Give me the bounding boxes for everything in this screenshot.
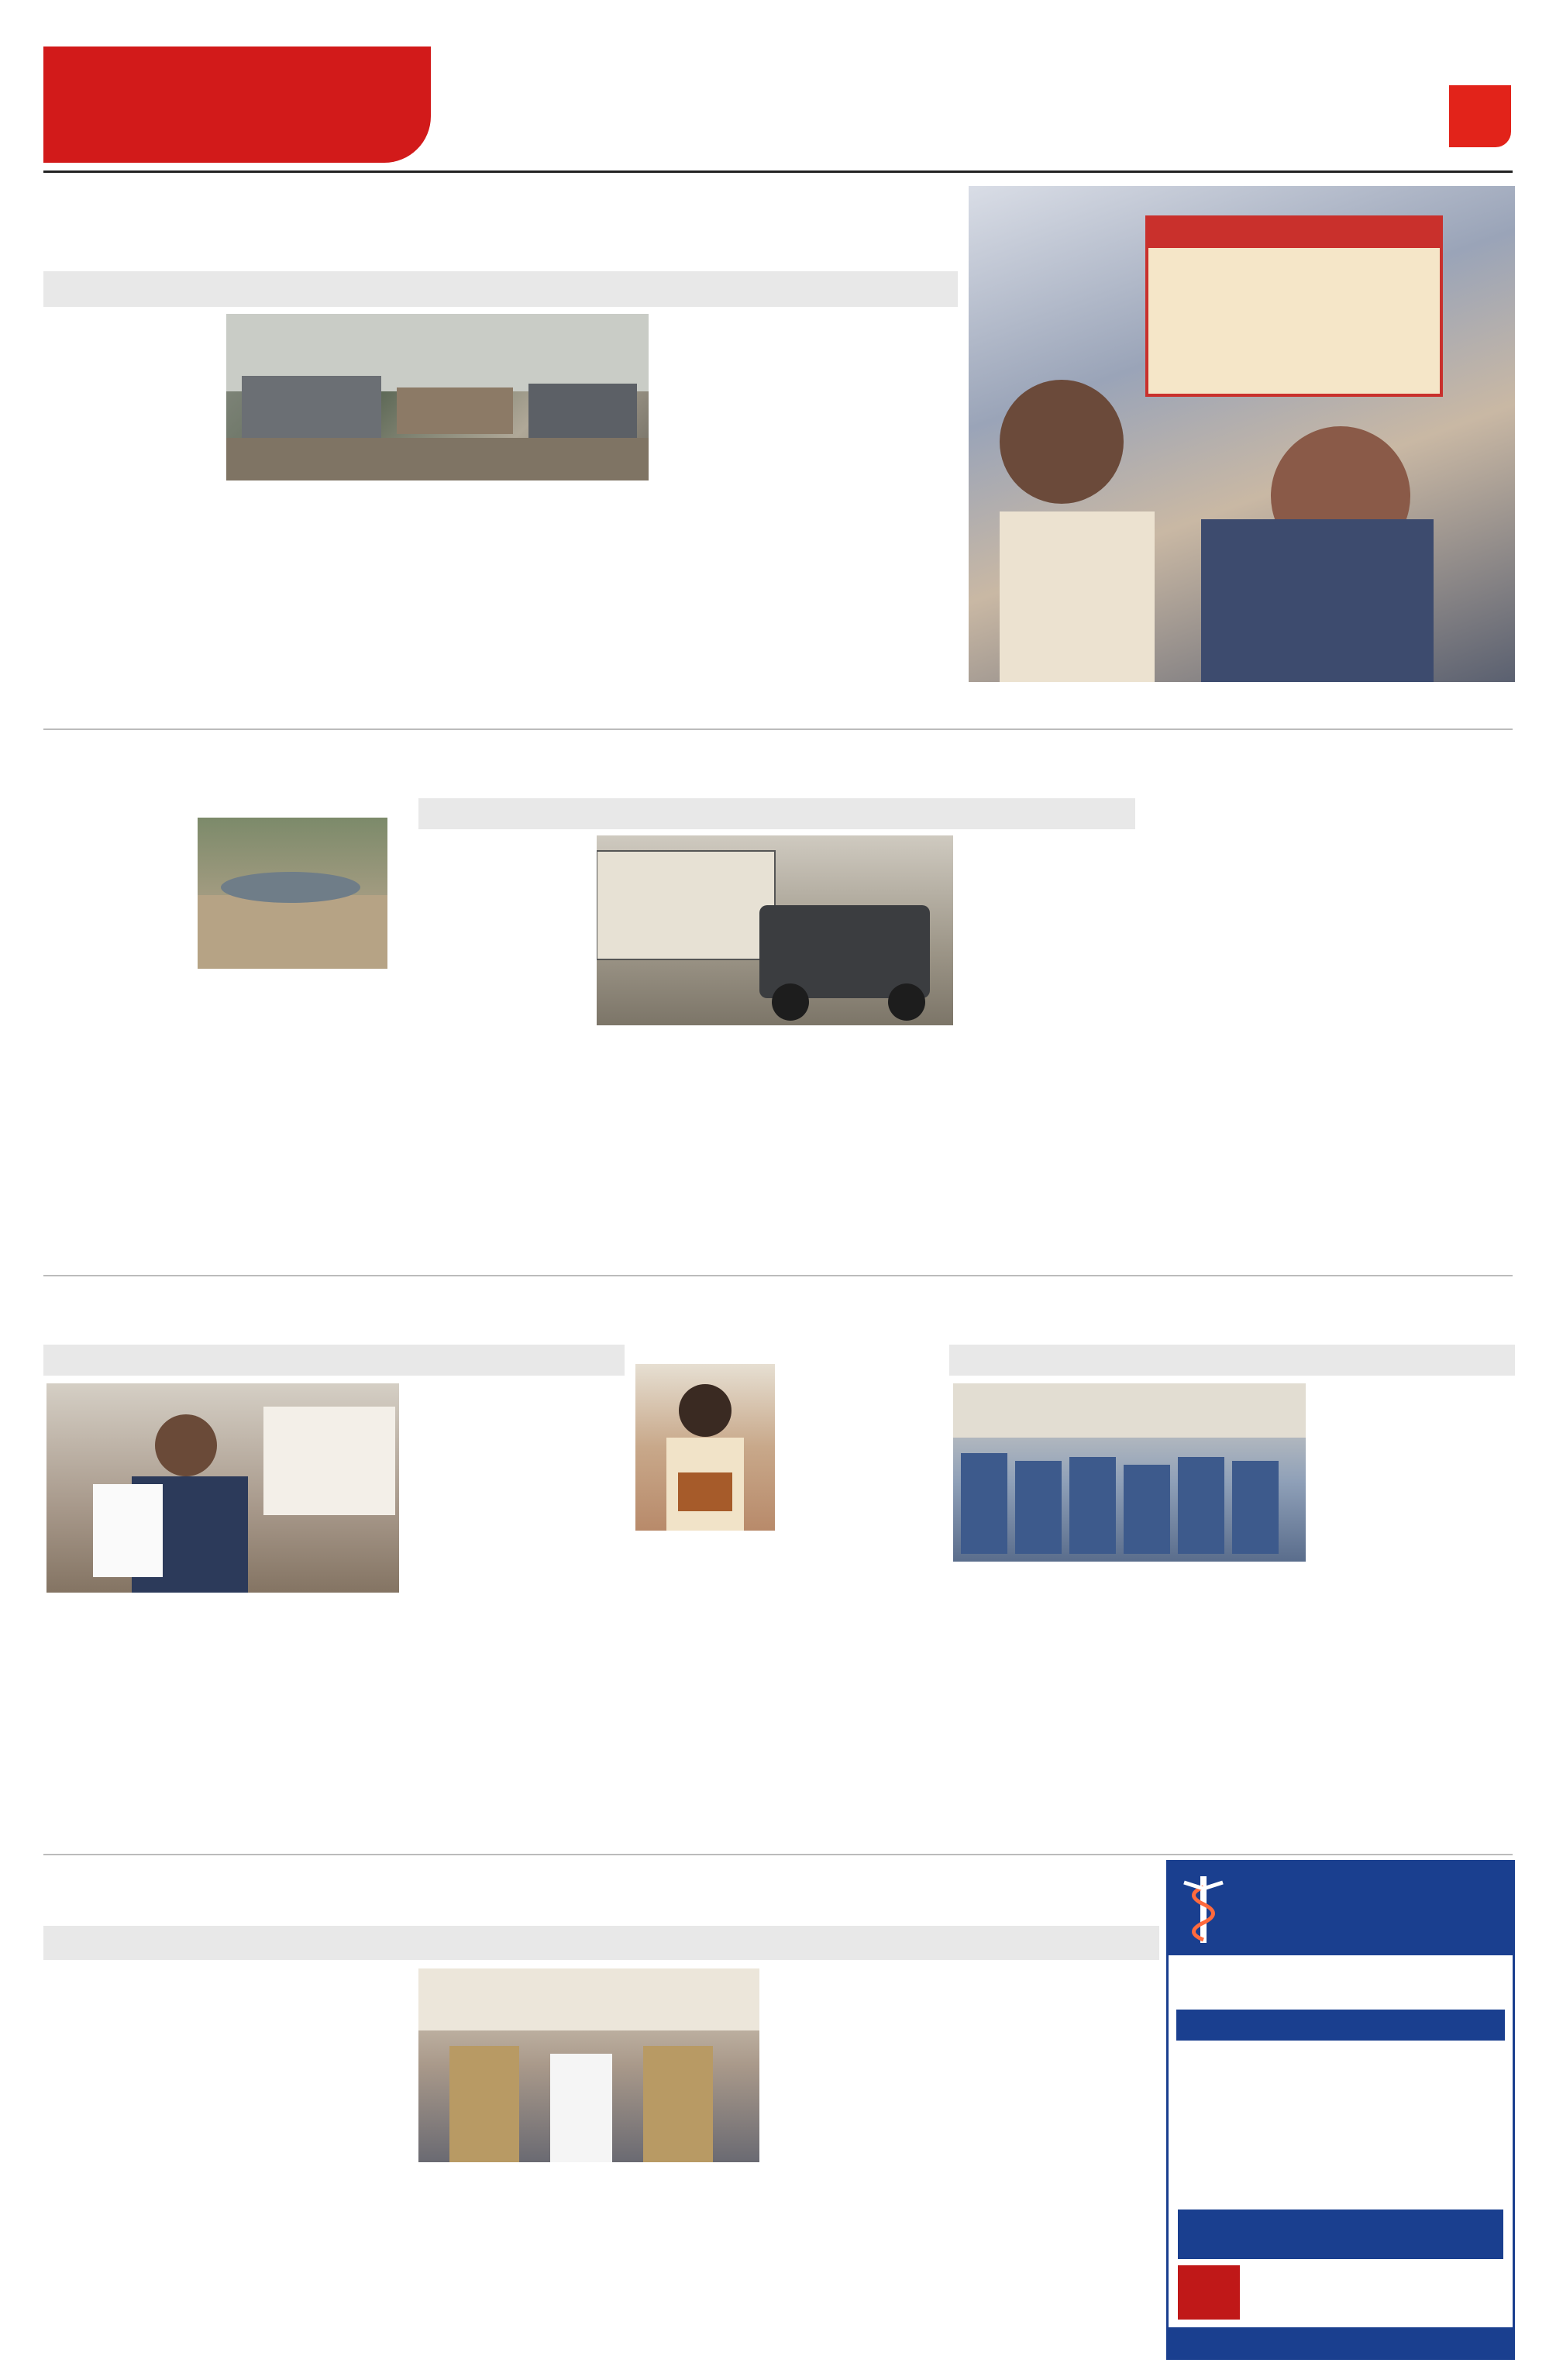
- jindal-ayushman: [1246, 2265, 1503, 2320]
- story4-col1: [1156, 818, 1331, 1269]
- story1-col3: [401, 490, 564, 721]
- story6-photo: [635, 1364, 775, 1531]
- story3-col3: [779, 1031, 953, 1271]
- story8-subhead: [43, 1926, 1159, 1960]
- story8-col5: [769, 1968, 959, 2356]
- story7-col3: [1317, 1383, 1515, 1848]
- story6-top: [783, 1364, 938, 1531]
- story3-col1: [404, 835, 587, 1269]
- story1-subhead: [43, 271, 958, 307]
- sand-river-image: [198, 818, 387, 969]
- story4-col2: [1341, 818, 1515, 1269]
- story3-subhead: [418, 798, 1135, 829]
- story1-col4: [577, 314, 749, 721]
- story2-top: [46, 818, 186, 969]
- row-rule: [43, 1854, 1513, 1855]
- row-rule: [43, 1275, 1513, 1276]
- story1-col5: [764, 314, 955, 721]
- jindal-address: [1169, 2327, 1513, 2358]
- complainant-with-letter-image: [46, 1383, 399, 1593]
- story8-col3: [418, 2166, 585, 2356]
- polio-campaign-image: [969, 186, 1515, 682]
- polio-caption: [969, 688, 1515, 724]
- story5-col1: [46, 1596, 232, 1848]
- story1-col1: [46, 314, 214, 721]
- story3-col4: [965, 835, 1143, 1269]
- story8-col1: [46, 1968, 221, 2356]
- story5-subhead: [43, 1345, 625, 1376]
- story8-col4: [593, 1968, 759, 2356]
- story8-col6: [969, 1968, 1158, 2356]
- jindal-header: [1169, 1862, 1513, 1955]
- masthead-rule: [43, 170, 1513, 173]
- caduceus-icon: [1176, 1872, 1231, 1946]
- story8-col2: [231, 1968, 408, 2356]
- story6-col1: [635, 1538, 781, 1848]
- story5-col3: [411, 1383, 624, 1848]
- polio-photo: [969, 186, 1515, 682]
- story1-col2: [226, 490, 387, 721]
- story5-photo: [46, 1383, 399, 1593]
- section-banner: [43, 46, 431, 163]
- story2-photo: [198, 818, 387, 969]
- jindal-ad: [1166, 1860, 1515, 2360]
- story6-col2: [787, 1538, 938, 1848]
- story7-col1: [953, 1565, 1124, 1848]
- story5-col2: [240, 1596, 430, 1848]
- story7-photo: [953, 1383, 1306, 1562]
- police-station-jeep-image: [597, 835, 953, 1025]
- story2-col1: [46, 973, 209, 1267]
- story7-col2: [1131, 1565, 1306, 1848]
- page-number: [1449, 85, 1511, 147]
- story3-photo: [597, 835, 953, 1025]
- students-audience-image: [953, 1383, 1306, 1562]
- jindal-doctor2: [1176, 2010, 1505, 2041]
- story3-col2: [597, 1031, 771, 1271]
- jindal-services: [1178, 2065, 1503, 2205]
- story2-col2: [221, 973, 387, 1267]
- row-rule: [43, 728, 1513, 730]
- phd-recipient-image: [635, 1364, 775, 1531]
- story7-subhead: [949, 1345, 1515, 1376]
- blood-bank-badge: [1178, 2265, 1240, 2320]
- jindal-highlight: [1178, 2210, 1503, 2259]
